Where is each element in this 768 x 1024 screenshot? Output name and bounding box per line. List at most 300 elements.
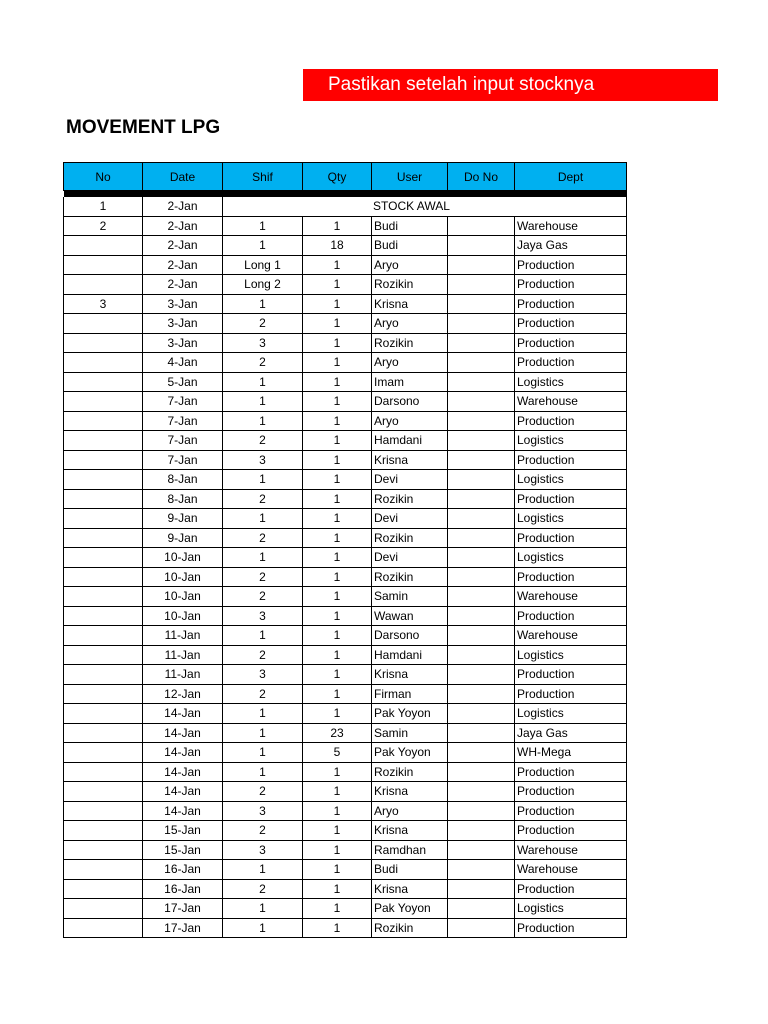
cell-no[interactable] [64,840,143,860]
cell-do-no[interactable] [448,918,515,938]
cell-user[interactable]: Aryo [372,353,448,373]
table-row [64,860,627,880]
cell-shif[interactable]: 1 [223,411,303,431]
cell-do-no[interactable] [448,899,515,919]
cell-no[interactable] [64,411,143,431]
cell-user[interactable]: Budi [372,860,448,880]
cell-date[interactable]: 2-Jan [143,236,223,256]
cell-do-no[interactable] [448,606,515,626]
cell-date[interactable]: 14-Jan [143,782,223,802]
cell-dept[interactable]: Production [515,528,627,548]
cell-date[interactable]: 5-Jan [143,372,223,392]
cell-date[interactable]: 2-Jan [143,216,223,236]
cell-no[interactable] [64,333,143,353]
table-row [64,645,627,665]
cell-shif[interactable]: 2 [223,528,303,548]
cell-date[interactable]: 9-Jan [143,528,223,548]
table-row [64,743,627,763]
cell-date[interactable]: 3-Jan [143,333,223,353]
cell-shif[interactable]: 1 [223,548,303,568]
cell-shif[interactable]: 1 [223,236,303,256]
cell-shif[interactable]: 3 [223,840,303,860]
cell-dept[interactable]: Production [515,450,627,470]
cell-do-no[interactable] [448,314,515,334]
cell-qty[interactable]: 1 [303,509,372,529]
cell-dept[interactable]: Production [515,821,627,841]
table-row [64,587,627,607]
cell-do-no[interactable] [448,450,515,470]
cell-shif[interactable]: 2 [223,684,303,704]
cell-dept[interactable]: Logistics [515,548,627,568]
cell-dept[interactable]: Production [515,918,627,938]
cell-dept[interactable]: Production [515,879,627,899]
table-row [64,333,627,353]
table-row [64,314,627,334]
cell-shif[interactable]: 1 [223,743,303,763]
cell-qty[interactable]: 1 [303,840,372,860]
cell-qty[interactable]: 1 [303,392,372,412]
cell-date[interactable]: 14-Jan [143,762,223,782]
cell-no[interactable] [64,275,143,295]
cell-no[interactable] [64,255,143,275]
cell-dept[interactable]: Production [515,782,627,802]
cell-dept[interactable]: Production [515,801,627,821]
cell-dept[interactable]: Production [515,489,627,509]
cell-dept[interactable]: Logistics [515,645,627,665]
cell-shif[interactable]: 1 [223,470,303,490]
cell-no[interactable] [64,372,143,392]
cell-do-no[interactable] [448,684,515,704]
cell-user[interactable]: Krisna [372,450,448,470]
cell-dept[interactable]: Logistics [515,431,627,451]
cell-qty[interactable]: 1 [303,275,372,295]
cell-no[interactable] [64,860,143,880]
cell-date[interactable]: 10-Jan [143,548,223,568]
cell-do-no[interactable] [448,645,515,665]
cell-do-no[interactable] [448,489,515,509]
table-row [64,216,627,236]
cell-date[interactable]: 14-Jan [143,723,223,743]
cell-date[interactable]: 2-Jan [143,255,223,275]
cell-date[interactable]: 15-Jan [143,821,223,841]
cell-shif[interactable]: 3 [223,801,303,821]
cell-shif[interactable]: 1 [223,899,303,919]
cell-do-no[interactable] [448,840,515,860]
cell-user[interactable]: Krisna [372,665,448,685]
cell-no[interactable] [64,509,143,529]
table-row [64,255,627,275]
cell-qty[interactable]: 1 [303,450,372,470]
cell-dept[interactable]: Warehouse [515,626,627,646]
cell-dept[interactable]: Production [515,275,627,295]
cell-user[interactable]: Rozikin [372,333,448,353]
cell-date[interactable]: 4-Jan [143,353,223,373]
cell-qty[interactable]: 1 [303,294,372,314]
cell-date[interactable]: 7-Jan [143,431,223,451]
cell-user[interactable]: Rozikin [372,567,448,587]
cell-user[interactable]: Aryo [372,314,448,334]
cell-shif[interactable]: 1 [223,704,303,724]
cell-no[interactable] [64,431,143,451]
cell-no[interactable]: 2 [64,216,143,236]
cell-no[interactable] [64,723,143,743]
cell-qty[interactable]: 1 [303,645,372,665]
cell-qty[interactable]: 1 [303,470,372,490]
cell-shif[interactable]: 2 [223,879,303,899]
cell-do-no[interactable] [448,548,515,568]
cell-date[interactable]: 14-Jan [143,704,223,724]
cell-do-no[interactable] [448,411,515,431]
cell-qty[interactable]: 1 [303,411,372,431]
cell-user[interactable]: Aryo [372,801,448,821]
cell-date[interactable]: 14-Jan [143,801,223,821]
cell-date[interactable]: 2-Jan [143,275,223,295]
cell-do-no[interactable] [448,587,515,607]
cell-do-no[interactable] [448,528,515,548]
cell-shif[interactable]: 2 [223,353,303,373]
cell-date[interactable]: 10-Jan [143,587,223,607]
table-row [64,294,627,314]
cell-shif[interactable]: 2 [223,489,303,509]
cell-no[interactable] [64,489,143,509]
cell-qty[interactable]: 1 [303,353,372,373]
cell-date[interactable]: 16-Jan [143,879,223,899]
cell-no[interactable] [64,665,143,685]
cell-shif[interactable]: Long 2 [223,275,303,295]
cell-qty[interactable]: 1 [303,567,372,587]
table-row [64,548,627,568]
cell-date[interactable]: 15-Jan [143,840,223,860]
cell-qty[interactable]: 1 [303,918,372,938]
cell-shif[interactable]: 1 [223,723,303,743]
cell-qty[interactable]: 1 [303,665,372,685]
cell-qty[interactable]: 1 [303,314,372,334]
cell-do-no[interactable] [448,567,515,587]
table-row [64,489,627,509]
cell-dept[interactable]: Production [515,294,627,314]
cell-date[interactable]: 3-Jan [143,294,223,314]
cell-shif[interactable]: 1 [223,509,303,529]
cell-dept[interactable]: Production [515,314,627,334]
cell-date[interactable]: 11-Jan [143,645,223,665]
cell-do-no[interactable] [448,626,515,646]
cell-user[interactable]: Aryo [372,255,448,275]
cell-shif[interactable]: 1 [223,762,303,782]
col-header-do-no: Do No [448,163,515,191]
cell-user[interactable]: Imam [372,372,448,392]
cell-date[interactable]: 14-Jan [143,743,223,763]
table-row [64,723,627,743]
cell-shif[interactable]: 1 [223,372,303,392]
cell-shif[interactable]: 2 [223,587,303,607]
table-row [64,431,627,451]
cell-no[interactable] [64,743,143,763]
cell-user[interactable]: Pak Yoyon [372,704,448,724]
cell-do-no[interactable] [448,762,515,782]
cell-qty[interactable]: 1 [303,431,372,451]
cell-date[interactable]: 17-Jan [143,918,223,938]
cell-no[interactable] [64,548,143,568]
cell-dept[interactable]: Production [515,567,627,587]
table-row [64,372,627,392]
cell-dept[interactable]: Production [515,411,627,431]
cell-do-no[interactable] [448,665,515,685]
cell-date[interactable]: 10-Jan [143,606,223,626]
cell-shif[interactable]: 2 [223,821,303,841]
table-row [64,684,627,704]
cell-dept[interactable]: Warehouse [515,587,627,607]
cell-shif[interactable]: 2 [223,431,303,451]
cell-dept[interactable]: Logistics [515,509,627,529]
cell-no[interactable] [64,704,143,724]
cell-dept[interactable]: Logistics [515,899,627,919]
cell-no[interactable] [64,684,143,704]
cell-dept[interactable]: Production [515,684,627,704]
cell-dept[interactable]: Warehouse [515,840,627,860]
cell-user[interactable]: Samin [372,587,448,607]
cell-user[interactable]: Darsono [372,626,448,646]
cell-user[interactable]: Darsono [372,392,448,412]
cell-no[interactable] [64,821,143,841]
cell-do-no[interactable] [448,782,515,802]
cell-qty[interactable]: 1 [303,704,372,724]
cell-date[interactable]: 9-Jan [143,509,223,529]
cell-shif[interactable]: 3 [223,665,303,685]
cell-dept[interactable]: Production [515,665,627,685]
cell-dept[interactable]: WH-Mega [515,743,627,763]
col-header-no: No [64,163,143,191]
cell-no[interactable] [64,236,143,256]
cell-dept[interactable]: Jaya Gas [515,236,627,256]
cell-user[interactable]: Krisna [372,879,448,899]
cell-shif[interactable]: 2 [223,567,303,587]
cell-user[interactable]: Firman [372,684,448,704]
cell-qty[interactable]: 23 [303,723,372,743]
cell-qty[interactable]: 1 [303,606,372,626]
cell-shif[interactable]: 3 [223,606,303,626]
cell-date[interactable]: 3-Jan [143,314,223,334]
cell-shif[interactable]: 2 [223,782,303,802]
cell-dept[interactable]: Production [515,353,627,373]
cell-date[interactable]: 10-Jan [143,567,223,587]
input-stock-notice-banner: Pastikan setelah input stocknya [303,69,718,101]
cell-no[interactable] [64,587,143,607]
cell-user[interactable]: Devi [372,548,448,568]
cell-qty[interactable]: 1 [303,684,372,704]
cell-dept[interactable]: Jaya Gas [515,723,627,743]
cell-no[interactable] [64,918,143,938]
cell-dept[interactable]: Logistics [515,704,627,724]
cell-user[interactable]: Budi [372,236,448,256]
cell-user[interactable]: Rozikin [372,275,448,295]
cell-no[interactable] [64,392,143,412]
table-row [64,470,627,490]
cell-no[interactable] [64,879,143,899]
cell-no[interactable] [64,762,143,782]
cell-shif[interactable]: 1 [223,918,303,938]
cell-no[interactable] [64,801,143,821]
cell-date[interactable]: 11-Jan [143,665,223,685]
cell-do-no[interactable] [448,333,515,353]
table-row [64,567,627,587]
cell-dept[interactable]: Warehouse [515,860,627,880]
table-row [64,762,627,782]
cell-shif[interactable]: 1 [223,392,303,412]
cell-user[interactable]: Pak Yoyon [372,743,448,763]
cell-shif[interactable]: 2 [223,645,303,665]
cell-shif[interactable]: 1 [223,216,303,236]
table-row [64,918,627,938]
cell-user[interactable]: Devi [372,509,448,529]
cell-user[interactable]: Pak Yoyon [372,899,448,919]
cell-qty[interactable]: 1 [303,548,372,568]
cell-qty[interactable]: 1 [303,626,372,646]
cell-qty[interactable]: 1 [303,762,372,782]
table-row [64,236,627,256]
cell-user[interactable]: Krisna [372,782,448,802]
cell-do-no[interactable] [448,431,515,451]
cell-qty[interactable]: 1 [303,489,372,509]
cell-no[interactable]: 1 [64,197,143,216]
cell-user[interactable]: Krisna [372,821,448,841]
cell-user[interactable]: Hamdani [372,645,448,665]
sheet-title: MOVEMENT LPG [66,117,221,138]
cell-date[interactable]: 8-Jan [143,489,223,509]
table-row [64,704,627,724]
col-header-qty: Qty [303,163,372,191]
cell-no[interactable]: 3 [64,294,143,314]
cell-qty[interactable]: 1 [303,782,372,802]
cell-user[interactable]: Devi [372,470,448,490]
cell-qty[interactable]: 1 [303,333,372,353]
cell-do-no[interactable] [448,470,515,490]
cell-user[interactable]: Rozikin [372,489,448,509]
cell-date[interactable]: 17-Jan [143,899,223,919]
cell-do-no[interactable] [448,372,515,392]
cell-do-no[interactable] [448,353,515,373]
cell-date[interactable]: 12-Jan [143,684,223,704]
cell-no[interactable] [64,899,143,919]
cell-user[interactable]: Samin [372,723,448,743]
cell-user[interactable]: Hamdani [372,431,448,451]
cell-shif[interactable]: 1 [223,294,303,314]
table-row [64,840,627,860]
cell-do-no[interactable] [448,255,515,275]
stock-awal-row [64,197,627,216]
cell-do-no[interactable] [448,294,515,314]
cell-shif[interactable]: 2 [223,314,303,334]
cell-qty[interactable]: 1 [303,528,372,548]
cell-do-no[interactable] [448,723,515,743]
cell-user[interactable]: Wawan [372,606,448,626]
cell-no[interactable] [64,450,143,470]
cell-shif[interactable]: 1 [223,626,303,646]
cell-qty[interactable]: 1 [303,860,372,880]
cell-do-no[interactable] [448,236,515,256]
cell-no[interactable] [64,606,143,626]
cell-qty[interactable]: 1 [303,255,372,275]
cell-user[interactable]: Rozikin [372,528,448,548]
cell-do-no[interactable] [448,392,515,412]
cell-no[interactable] [64,567,143,587]
table-row [64,626,627,646]
cell-user[interactable]: Rozikin [372,762,448,782]
stock-awal-label[interactable]: STOCK AWAL [223,197,627,216]
cell-date[interactable]: 7-Jan [143,392,223,412]
cell-do-no[interactable] [448,879,515,899]
cell-dept[interactable]: Production [515,762,627,782]
cell-do-no[interactable] [448,860,515,880]
cell-date[interactable]: 8-Jan [143,470,223,490]
table-row [64,801,627,821]
cell-do-no[interactable] [448,216,515,236]
cell-no[interactable] [64,314,143,334]
cell-qty[interactable]: 1 [303,801,372,821]
table-row [64,275,627,295]
cell-user[interactable]: Krisna [372,294,448,314]
table-row [64,392,627,412]
cell-qty[interactable]: 5 [303,743,372,763]
cell-qty[interactable]: 1 [303,899,372,919]
cell-date[interactable]: 16-Jan [143,860,223,880]
cell-shif[interactable]: Long 1 [223,255,303,275]
cell-dept[interactable]: Logistics [515,470,627,490]
cell-dept[interactable]: Logistics [515,372,627,392]
cell-qty[interactable]: 1 [303,821,372,841]
cell-date[interactable]: 2-Jan [143,197,223,216]
cell-shif[interactable]: 3 [223,450,303,470]
cell-dept[interactable]: Production [515,255,627,275]
cell-do-no[interactable] [448,743,515,763]
table-row [64,528,627,548]
cell-dept[interactable]: Warehouse [515,392,627,412]
cell-user[interactable]: Ramdhan [372,840,448,860]
cell-no[interactable] [64,353,143,373]
cell-shif[interactable]: 1 [223,860,303,880]
cell-user[interactable]: Budi [372,216,448,236]
table-row [64,821,627,841]
cell-dept[interactable]: Production [515,333,627,353]
cell-user[interactable]: Aryo [372,411,448,431]
cell-do-no[interactable] [448,801,515,821]
cell-date[interactable]: 11-Jan [143,626,223,646]
cell-dept[interactable]: Warehouse [515,216,627,236]
cell-shif[interactable]: 3 [223,333,303,353]
cell-no[interactable] [64,470,143,490]
table-row [64,353,627,373]
cell-do-no[interactable] [448,821,515,841]
cell-date[interactable]: 7-Jan [143,411,223,431]
cell-do-no[interactable] [448,509,515,529]
cell-no[interactable] [64,645,143,665]
cell-user[interactable]: Rozikin [372,918,448,938]
cell-dept[interactable]: Production [515,606,627,626]
col-header-dept: Dept [515,163,627,191]
cell-qty[interactable]: 1 [303,587,372,607]
cell-qty[interactable]: 1 [303,216,372,236]
cell-do-no[interactable] [448,704,515,724]
cell-qty[interactable]: 1 [303,372,372,392]
cell-no[interactable] [64,782,143,802]
cell-qty[interactable]: 1 [303,879,372,899]
cell-no[interactable] [64,528,143,548]
cell-do-no[interactable] [448,275,515,295]
table-row [64,450,627,470]
cell-qty[interactable]: 18 [303,236,372,256]
cell-date[interactable]: 7-Jan [143,450,223,470]
cell-no[interactable] [64,626,143,646]
table-header-row [64,163,627,191]
